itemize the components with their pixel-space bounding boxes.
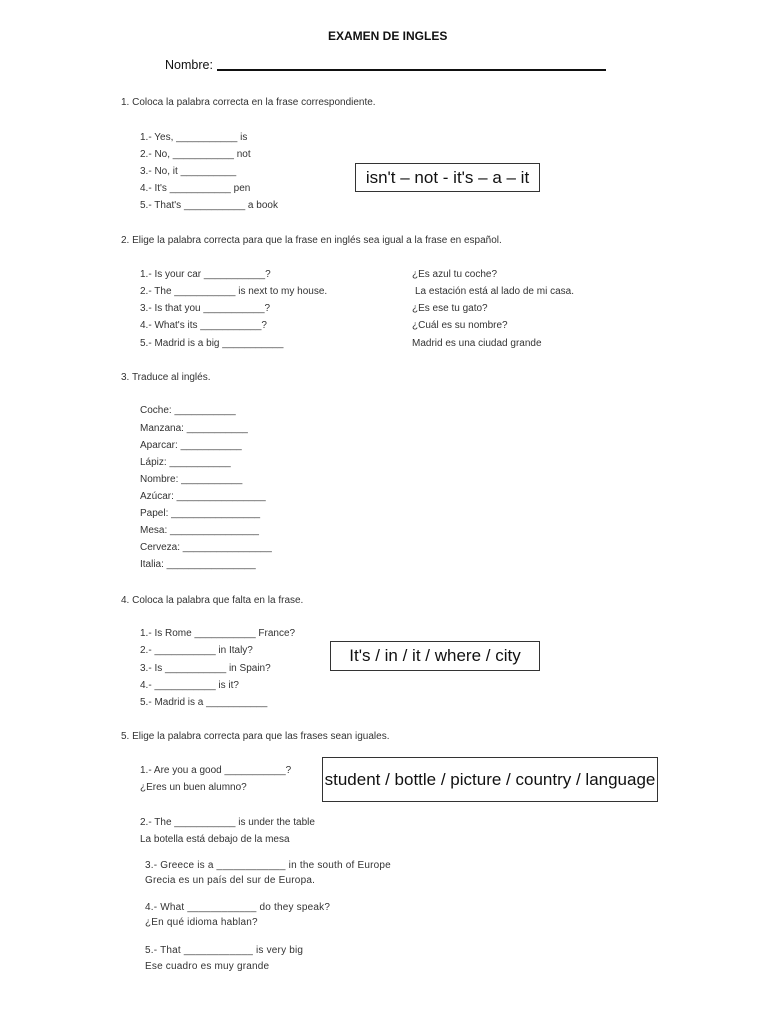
page-title: EXAMEN DE INGLES xyxy=(328,29,448,43)
s5-item-1-en: 1.- Are you a good ___________? xyxy=(140,765,292,776)
s3-item-8: Mesa: ________________ xyxy=(140,525,259,536)
s3-item-4: Lápiz: ___________ xyxy=(140,457,231,468)
s5-item-5-es: Ese cuadro es muy grande xyxy=(145,961,270,972)
s1-item-5: 5.- That's ___________ a book xyxy=(140,200,278,211)
s4-item-3: 3.- Is ___________ in Spain? xyxy=(140,663,271,674)
s5-item-5-en: 5.- That ____________ is very big xyxy=(145,945,304,956)
s4-item-2: 2.- ___________ in Italy? xyxy=(140,645,253,656)
s1-word-box: isn't – not - it's – a – it xyxy=(355,163,540,192)
s5-item-4-en: 4.- What ____________ do they speak? xyxy=(145,902,331,913)
s5-item-4-es: ¿En qué idioma hablan? xyxy=(145,917,258,928)
s2-item-5: 5.- Madrid is a big ___________ xyxy=(140,338,284,349)
s2-translation-5: Madrid es una ciudad grande xyxy=(412,338,542,349)
s5-item-2-en: 2.- The ___________ is under the table xyxy=(140,817,315,828)
s2-translation-3: ¿Es ese tu gato? xyxy=(412,303,488,314)
s2-item-3: 3.- Is that you ___________? xyxy=(140,303,271,314)
s3-item-1: Coche: ___________ xyxy=(140,405,236,416)
s2-translation-4: ¿Cuál es su nombre? xyxy=(412,320,508,331)
s3-item-3: Aparcar: ___________ xyxy=(140,440,242,451)
s1-item-4: 4.- It's ___________ pen xyxy=(140,183,251,194)
question-1: 1. Coloca la palabra correcta en la frase correspondiente. xyxy=(121,97,376,108)
s3-item-5: Nombre: ___________ xyxy=(140,474,243,485)
s1-item-3: 3.- No, it __________ xyxy=(140,166,237,177)
s5-word-box: student / bottle / picture / country / language xyxy=(322,757,658,802)
s2-item-4: 4.- What's its ___________? xyxy=(140,320,267,331)
s5-item-3-es: Grecia es un país del sur de Europa. xyxy=(145,875,316,886)
s4-item-4: 4.- ___________ is it? xyxy=(140,680,239,691)
s4-item-1: 1.- Is Rome ___________ France? xyxy=(140,628,296,639)
s5-item-1-es: ¿Eres un buen alumno? xyxy=(140,782,247,793)
question-5: 5. Elige la palabra correcta para que las frases sean iguales. xyxy=(121,731,390,742)
s3-item-2: Manzana: ___________ xyxy=(140,423,248,434)
s3-item-10: Italia: ________________ xyxy=(140,559,256,570)
s3-item-6: Azúcar: ________________ xyxy=(140,491,266,502)
question-4: 4. Coloca la palabra que falta en la frase. xyxy=(121,595,304,606)
s4-item-5: 5.- Madrid is a ___________ xyxy=(140,697,268,708)
question-3: 3. Traduce al inglés. xyxy=(121,372,211,383)
s3-item-9: Cerveza: ________________ xyxy=(140,542,272,553)
s4-word-box: It's / in / it / where / city xyxy=(330,641,540,671)
s1-item-2: 2.- No, ___________ not xyxy=(140,149,251,160)
s2-translation-1: ¿Es azul tu coche? xyxy=(412,269,498,280)
s5-item-3-en: 3.- Greece is a ____________ in the south of Europe xyxy=(145,860,391,871)
s1-item-1: 1.- Yes, ___________ is xyxy=(140,132,248,143)
question-2: 2. Elige la palabra correcta para que la frase en inglés sea igual a la frase en español. xyxy=(121,235,502,246)
s2-item-2: 2.- The ___________ is next to my house. xyxy=(140,286,328,297)
nombre-line[interactable] xyxy=(217,69,606,71)
nombre-label: Nombre: xyxy=(165,58,213,72)
s2-translation-2: La estación está al lado de mi casa. xyxy=(415,286,574,297)
s5-item-2-es: La botella está debajo de la mesa xyxy=(140,834,290,845)
s3-item-7: Papel: ________________ xyxy=(140,508,261,519)
s2-item-1: 1.- Is your car ___________? xyxy=(140,269,271,280)
